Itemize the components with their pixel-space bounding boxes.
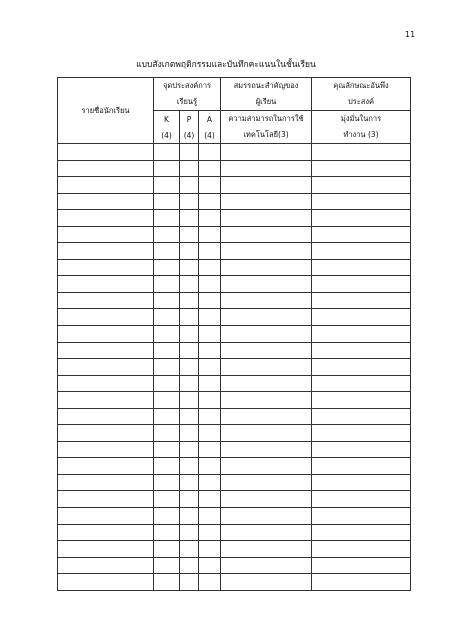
table-cell bbox=[58, 160, 154, 177]
table-cell bbox=[180, 259, 199, 276]
table-row bbox=[58, 309, 411, 326]
table-row bbox=[58, 392, 411, 409]
table-cell bbox=[58, 276, 154, 293]
characteristic-header-line2: ประสงค์ bbox=[312, 94, 411, 111]
table-cell bbox=[180, 541, 199, 558]
table-cell bbox=[58, 375, 154, 392]
table-cell bbox=[199, 259, 221, 276]
table-row bbox=[58, 491, 411, 508]
table-cell bbox=[154, 441, 180, 458]
table-cell bbox=[58, 458, 154, 475]
table-cell bbox=[312, 359, 411, 376]
table-cell bbox=[312, 557, 411, 574]
table-cell bbox=[180, 359, 199, 376]
table-cell bbox=[312, 193, 411, 210]
table-cell bbox=[180, 524, 199, 541]
table-cell bbox=[312, 524, 411, 541]
table-cell bbox=[199, 326, 221, 343]
table-cell bbox=[58, 359, 154, 376]
table-cell bbox=[154, 408, 180, 425]
table-cell bbox=[312, 276, 411, 293]
table-cell bbox=[199, 193, 221, 210]
table-cell bbox=[221, 359, 312, 376]
table-cell bbox=[312, 392, 411, 409]
a-score: (4) bbox=[199, 127, 221, 144]
table-cell bbox=[58, 226, 154, 243]
table-row bbox=[58, 259, 411, 276]
page-number: 11 bbox=[405, 30, 416, 39]
table-cell bbox=[180, 458, 199, 475]
table-cell bbox=[199, 392, 221, 409]
table-row bbox=[58, 458, 411, 475]
table-row bbox=[58, 177, 411, 194]
table-cell bbox=[221, 375, 312, 392]
table-cell bbox=[312, 574, 411, 591]
table-cell bbox=[221, 193, 312, 210]
table-cell bbox=[180, 574, 199, 591]
table-cell bbox=[180, 425, 199, 442]
table-row bbox=[58, 292, 411, 309]
table-cell bbox=[312, 441, 411, 458]
table-cell bbox=[312, 243, 411, 260]
table-cell bbox=[58, 144, 154, 161]
table-cell bbox=[199, 309, 221, 326]
table-cell bbox=[221, 243, 312, 260]
competency-header-line3: ความสามารถในการใช้ bbox=[221, 111, 312, 128]
table-row bbox=[58, 326, 411, 343]
table-cell bbox=[199, 177, 221, 194]
table-cell bbox=[199, 342, 221, 359]
table-row bbox=[58, 359, 411, 376]
table-cell bbox=[199, 359, 221, 376]
table-cell bbox=[154, 425, 180, 442]
table-cell bbox=[180, 441, 199, 458]
table-cell bbox=[221, 408, 312, 425]
competency-header-line2: ผู้เรียน bbox=[221, 94, 312, 111]
table-cell bbox=[58, 243, 154, 260]
table-row bbox=[58, 557, 411, 574]
table-cell bbox=[154, 508, 180, 525]
table-cell bbox=[154, 259, 180, 276]
table-cell bbox=[180, 474, 199, 491]
table-cell bbox=[199, 276, 221, 293]
p-score: (4) bbox=[180, 127, 199, 144]
table-cell bbox=[58, 193, 154, 210]
table-cell bbox=[180, 210, 199, 227]
table-cell bbox=[154, 524, 180, 541]
table-cell bbox=[221, 309, 312, 326]
table-cell bbox=[154, 292, 180, 309]
table-cell bbox=[154, 474, 180, 491]
table-cell bbox=[199, 541, 221, 558]
table-cell bbox=[199, 160, 221, 177]
table-cell bbox=[58, 474, 154, 491]
table-cell bbox=[154, 574, 180, 591]
table-row bbox=[58, 210, 411, 227]
table-cell bbox=[180, 193, 199, 210]
table-cell bbox=[154, 160, 180, 177]
table-row bbox=[58, 524, 411, 541]
k-header: K bbox=[154, 111, 180, 128]
table-cell bbox=[58, 177, 154, 194]
table-row bbox=[58, 574, 411, 591]
table-cell bbox=[180, 508, 199, 525]
table-cell bbox=[221, 458, 312, 475]
table-cell bbox=[199, 474, 221, 491]
table-cell bbox=[180, 292, 199, 309]
table-cell bbox=[154, 243, 180, 260]
table-cell bbox=[58, 210, 154, 227]
table-cell bbox=[221, 326, 312, 343]
table-cell bbox=[154, 177, 180, 194]
table-cell bbox=[312, 375, 411, 392]
table-cell bbox=[180, 177, 199, 194]
table-row bbox=[58, 144, 411, 161]
table-cell bbox=[58, 342, 154, 359]
table-cell bbox=[199, 557, 221, 574]
competency-header-line4: เทคโนโลยี(3) bbox=[221, 127, 312, 144]
table-cell bbox=[199, 524, 221, 541]
objectives-header-line2: เรียนรู้ bbox=[154, 94, 221, 111]
table-cell bbox=[58, 574, 154, 591]
a-header: A bbox=[199, 111, 221, 128]
table-cell bbox=[221, 342, 312, 359]
table-cell bbox=[154, 276, 180, 293]
table-cell bbox=[312, 309, 411, 326]
table-cell bbox=[221, 292, 312, 309]
table-cell bbox=[180, 276, 199, 293]
table-cell bbox=[221, 557, 312, 574]
table-cell bbox=[154, 326, 180, 343]
table-cell bbox=[154, 491, 180, 508]
table-cell bbox=[221, 177, 312, 194]
table-cell bbox=[180, 392, 199, 409]
document-title: แบบสังเกตพฤติกรรมและบันทึกคะแนนในชั้นเรียน bbox=[136, 60, 316, 70]
table-cell bbox=[58, 392, 154, 409]
table-cell bbox=[221, 144, 312, 161]
table-cell bbox=[199, 375, 221, 392]
table-cell bbox=[312, 474, 411, 491]
table-cell bbox=[312, 226, 411, 243]
table-cell bbox=[199, 508, 221, 525]
table-cell bbox=[58, 557, 154, 574]
table-cell bbox=[58, 425, 154, 442]
table-cell bbox=[221, 541, 312, 558]
table-cell bbox=[312, 408, 411, 425]
table-cell bbox=[221, 210, 312, 227]
table-cell bbox=[199, 243, 221, 260]
table-row bbox=[58, 474, 411, 491]
table-cell bbox=[199, 408, 221, 425]
characteristic-header-line1: คุณลักษณะอันพึง bbox=[312, 78, 411, 95]
table-cell bbox=[221, 574, 312, 591]
table-cell bbox=[199, 441, 221, 458]
student-name-header: รายชื่อนักเรียน bbox=[58, 78, 154, 144]
table-cell bbox=[58, 292, 154, 309]
table-cell bbox=[221, 392, 312, 409]
table-cell bbox=[180, 309, 199, 326]
table-cell bbox=[58, 408, 154, 425]
table-cell bbox=[58, 326, 154, 343]
table-cell bbox=[154, 210, 180, 227]
table-cell bbox=[199, 292, 221, 309]
table-cell bbox=[180, 342, 199, 359]
competency-header-line1: สมรรถนะสำคัญของ bbox=[221, 78, 312, 95]
table-cell bbox=[154, 359, 180, 376]
table-cell bbox=[180, 160, 199, 177]
table-cell bbox=[154, 392, 180, 409]
table-cell bbox=[312, 508, 411, 525]
table-cell bbox=[312, 458, 411, 475]
table-cell bbox=[154, 342, 180, 359]
table-cell bbox=[312, 160, 411, 177]
table-cell bbox=[199, 144, 221, 161]
table-row bbox=[58, 243, 411, 260]
table-cell bbox=[180, 326, 199, 343]
table-row bbox=[58, 441, 411, 458]
table-cell bbox=[312, 541, 411, 558]
table-cell bbox=[312, 210, 411, 227]
table-cell bbox=[154, 226, 180, 243]
table-cell bbox=[154, 309, 180, 326]
table-cell bbox=[58, 309, 154, 326]
table-cell bbox=[199, 425, 221, 442]
table-cell bbox=[58, 524, 154, 541]
assessment-table bbox=[57, 77, 411, 591]
table-cell bbox=[312, 326, 411, 343]
table-cell bbox=[154, 193, 180, 210]
table-cell bbox=[180, 226, 199, 243]
table-cell bbox=[312, 491, 411, 508]
table-row bbox=[58, 226, 411, 243]
table-row bbox=[58, 541, 411, 558]
table-cell bbox=[154, 458, 180, 475]
characteristic-header-line3: มุ่งมั่นในการ bbox=[312, 111, 411, 128]
table-cell bbox=[312, 425, 411, 442]
table-cell bbox=[199, 491, 221, 508]
table-cell bbox=[221, 425, 312, 442]
table-cell bbox=[154, 541, 180, 558]
table-cell bbox=[312, 342, 411, 359]
table-cell bbox=[199, 226, 221, 243]
table-cell bbox=[221, 474, 312, 491]
objectives-header-line1: จุดประสงค์การ bbox=[154, 78, 221, 95]
table-row bbox=[58, 342, 411, 359]
table-cell bbox=[221, 226, 312, 243]
table-cell bbox=[221, 276, 312, 293]
k-score: (4) bbox=[154, 127, 180, 144]
table-cell bbox=[199, 574, 221, 591]
table-cell bbox=[199, 210, 221, 227]
table-row bbox=[58, 425, 411, 442]
table-cell bbox=[154, 375, 180, 392]
table-row bbox=[58, 276, 411, 293]
table-cell bbox=[58, 441, 154, 458]
table-cell bbox=[221, 524, 312, 541]
table-cell bbox=[312, 292, 411, 309]
table-cell bbox=[58, 491, 154, 508]
table-cell bbox=[180, 243, 199, 260]
table-row bbox=[58, 408, 411, 425]
table-cell bbox=[154, 144, 180, 161]
table-cell bbox=[221, 160, 312, 177]
table-cell bbox=[180, 491, 199, 508]
table-cell bbox=[221, 441, 312, 458]
table-cell bbox=[180, 557, 199, 574]
table-row bbox=[58, 193, 411, 210]
table-cell bbox=[58, 508, 154, 525]
table-row bbox=[58, 160, 411, 177]
table-row bbox=[58, 508, 411, 525]
table-cell bbox=[221, 259, 312, 276]
table-cell bbox=[221, 508, 312, 525]
table-cell bbox=[180, 375, 199, 392]
table-cell bbox=[221, 491, 312, 508]
table-row bbox=[58, 375, 411, 392]
table-cell bbox=[312, 177, 411, 194]
table-cell bbox=[312, 144, 411, 161]
characteristic-header-line4: ทำงาน (3) bbox=[312, 127, 411, 144]
table-cell bbox=[312, 259, 411, 276]
table-cell bbox=[199, 458, 221, 475]
table-cell bbox=[58, 259, 154, 276]
table-cell bbox=[180, 144, 199, 161]
table-cell bbox=[154, 557, 180, 574]
table-cell bbox=[58, 541, 154, 558]
table-cell bbox=[180, 408, 199, 425]
p-header: P bbox=[180, 111, 199, 128]
